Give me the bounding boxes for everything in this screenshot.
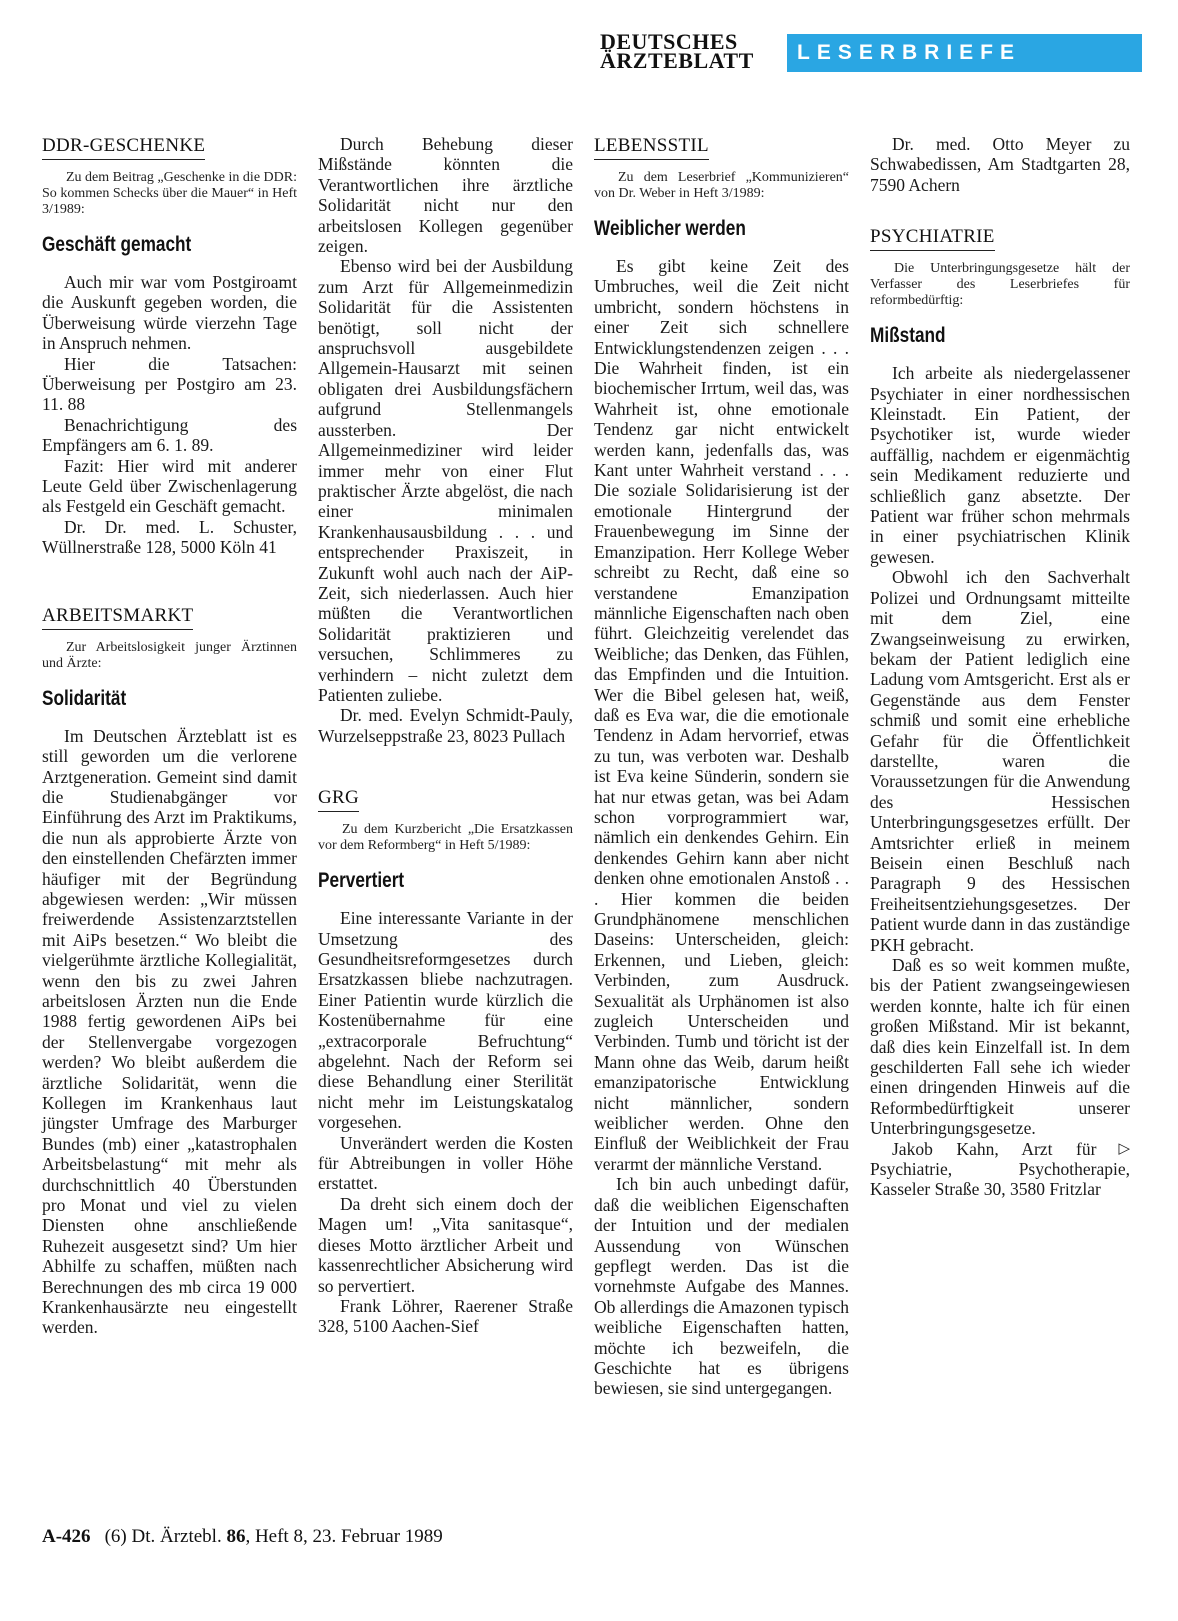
headline-lebensstil: Weiblicher werden	[594, 217, 746, 240]
paragraph: Im Deutschen Ärzteblatt ist es still geworden um die verlorene Arztgeneration. Gemeint sind damit die Studienabgänger vor Einführung des Arzt im Praktikums, die nun als approbierte Ärzte von den einstellenden Chefärzten immer häufiger mit der Begründung abgewiesen werden: „Wir müssen freiwerdende Assistenzarztstellen mit AiPs besetzen.“ Wo bleibt die vielgerühmte ärztliche Kollegialität, wenn den bis zu zwei Jahren arbeitslosen Ärzten nun die Ende 1988 fertig gewordenen AiPs bei der Stellenvergabe vorgezogen werden? Wo bleibt außerdem die ärztliche Solidarität, wenn die Kollegen im Krankenhaus laut jüngster Umfrage des Marburger Bundes (mb) einer „katastrophalen Arbeitsbelastung“ mit mehr als durchschnittlich 40 Überstunden pro Monat und viel zu vielen Diensten ohne anschließende Ruhezeit ausgesetzt sind? Um hier Abhilfe zu schaffen, müßten nach Berechnungen des mb circa 19 000 Krankenhausärzte neu eingestellt werden.	[42, 725, 297, 1338]
rubric-lebensstil: LEBENSSTIL	[594, 134, 709, 160]
paragraph: Auch mir war vom Postgiroamt die Auskunft gegeben worden, die Überweisung würde vierzehn Tage in Anspruch nehmen.	[42, 272, 297, 354]
paragraph: Benachrichtigung des Empfängers am 6. 1. 89.	[42, 414, 297, 456]
paragraph: Ich bin auch unbedingt dafür, daß die weiblichen Eigenschaften der Intuition und der medialen Aussendung von Wünschen gepflegt werden. Das ist die vornehmste Aufgabe des Mannes. Ob allerdings die Amazonen typisch weibliche Eigenschaften hatten, möchte ich bezweifeln, die Geschichte hat es übrigens bewiesen, sie sind untergegangen.	[594, 1174, 849, 1399]
signature-psychiatrie	[870, 1139, 1130, 1200]
paragraph: Hier die Tatsachen: Überweisung per Postgiro am 23. 11. 88	[42, 353, 297, 415]
column-2	[318, 134, 573, 1337]
headline-grg: Pervertiert	[318, 869, 405, 893]
paragraph: Daß es so weit kommen mußte, bis der Patient zwangseingewiesen werden konnte, halte ich für einen großen Mißstand. Mir ist bekannt, daß dies kein Einzelfall ist. In dem geschilderten Fall sehe ich wieder einen dringenden Hinweis auf die Reformbedürftigkeit unserer Unterbringungsgesetze.	[870, 955, 1130, 1139]
logo-line-2: ÄRZTEBLATT	[600, 48, 754, 73]
issue-suffix: , Heft 8, 23. Februar 1989	[245, 1526, 443, 1547]
headline-psychiatrie: Mißstand	[870, 324, 946, 348]
paragraph: Es gibt keine Zeit des Umbruches, weil die Zeit nicht umbricht, sondern höchstens in einer Zeit sich schnellere Entwicklungstendenzen zeigen . . . Die Wahrheit finden, ist ein biochemischer Irrtum, weil das, was Wahrheit ist, ohne emotionale Tendenz gar nicht entwickelt werden kann, jedenfalls das, was Kant unter Wahrheit verstand . . . Die soziale Solidarisierung ist der emotionale Hintergrund der Frauenbewegung im Sinne der Emanzipation. Herr Kollege Weber schreibt zu Recht, daß eine so verstandene Emanzipation männliche Eigenschaften nach oben führt. Gleichzeitig verelendet das Weibliche; das Denken, das Fühlen, das Empfinden und die Intuition. Wer die Bibel gelesen hat, weiß, daß es Eva war, die die emotionale Tendenz in Adam hervorrief, etwas zu tun, was verboten war. Deshalb ist Eva keine Sünderin, sondern sie hat nur etwas getan, was bei Adam schon vorprogrammiert war, nämlich ein denkendes Gehirn. Ein denkendes Gehirn kann aber nicht denken ohne emotionalen Anstoß . . . Hier kommen die beiden Grundphänomene menschlichen Daseins: Unterscheiden, gleich: Erkennen, und Lieben, gleich: Verbinden, zum Ausdruck. Sexualität als Urphänomen ist also zugleich Unterscheiden und Verbinden. Tumb und töricht ist der Mann ohne das Weib, darum heißt emanzipatorische Entwicklung nicht männlicher, sondern weiblicher werden. Ohne den Einfluß der Weiblichkeit der Frau verarmt der männliche Verstand.	[594, 256, 849, 1174]
signature-lebensstil: Dr. med. Otto Meyer zu Schwabedissen, Am Stadtgarten 28, 7590 Achern	[870, 134, 1130, 195]
column-3	[594, 134, 849, 1399]
paragraph: Fazit: Hier wird mit anderer Leute Geld über Zwischenlagerung als Festgeld ein Geschäft gemacht.	[42, 455, 297, 517]
headline-ddr: Geschäft gemacht	[42, 233, 192, 256]
headline-arbeitsmarkt: Solidarität	[42, 686, 127, 710]
column-1	[42, 134, 297, 1338]
paragraph: Da dreht sich einem doch der Magen um! „Vita sanitasque“, dieses Motto ärztlicher Arbeit und kassenrechtlicher Absicherung wird so pervertiert.	[318, 1193, 573, 1296]
page-footer	[42, 1525, 443, 1549]
paragraph: Ebenso wird bei der Ausbildung zum Arzt für Allgemeinmedizin Solidarität für die Assistenten benötigt, soll nicht der anspruchsvoll ausgebildete Allgemein-Hausarzt mit seinen obligaten drei Ausbildungsfächern aufgrund Stellenmangels aussterben. Der Allgemeinmediziner wird leider immer mehr von einer Flut praktischer Ärzte abgelöst, die nach einer minimalen Krankenhausausbildung . . . und entsprechender Praxiszeit, in Zukunft wohl auch nach der AiP-Zeit, sich niederlassen. Auch hier müßten die Verantwortlichen Solidarität praktizieren und versuchen, Schlimmeres zu verhindern – nicht zuletzt dem Patienten zuliebe.	[318, 256, 573, 705]
rubric-arbeitsmarkt: ARBEITSMARKT	[42, 604, 193, 630]
signature-ddr: Dr. Dr. med. L. Schuster, Wüllnerstraße 128, 5000 Köln 41	[42, 516, 297, 558]
volume-number: 86	[226, 1526, 246, 1547]
rubric-ddr: DDR-GESCHENKE	[42, 134, 205, 160]
intro-lebensstil: Zu dem Leserbrief „Kommunizieren“ von Dr. Weber in Heft 3/1989:	[594, 170, 849, 201]
continue-arrow-icon: ▷	[1118, 1140, 1130, 1157]
intro-ddr: Zu dem Beitrag „Geschenke in die DDR: So kommen Schecks über die Mauer“ in Heft 3/1989:	[42, 170, 297, 217]
paragraph: Unverändert werden die Kosten für Abtreibungen in voller Höhe erstattet.	[318, 1132, 573, 1194]
journal-logo	[600, 29, 780, 73]
signature-psychiatrie-text: Jakob Kahn, Arzt für Psychiatrie, Psychotherapie, Kasseler Straße 30, 3580 Fritzlar	[870, 1138, 1130, 1200]
page-number: A-426	[42, 1526, 91, 1547]
rubric-psychiatrie: PSYCHIATRIE	[870, 225, 995, 251]
intro-grg: Zu dem Kurzbericht „Die Ersatzkassen vor dem Reformberg“ in Heft 5/1989:	[318, 822, 573, 854]
intro-psychiatrie: Die Unterbringungsgesetze hält der Verfasser des Leserbriefes für reformbedürftig:	[870, 261, 1130, 309]
masthead	[600, 28, 1150, 74]
paragraph: Eine interessante Variante in der Umsetzung des Gesundheitsreformgesetzes durch Ersatzkassen bliebe nachzutragen. Einer Patientin wurde kürzlich die Kostenübernahme für eine „extracorporale Befruchtung“ abgelehnt. Nach der Reform sei diese Behandlung einer Sterilität nicht mehr im Leistungskatalog vorgesehen.	[318, 908, 573, 1133]
intro-arbeitsmarkt: Zur Arbeitslosigkeit junger Ärztinnen und Ärzte:	[42, 639, 297, 671]
paragraph: Obwohl ich den Sachverhalt Polizei und Ordnungsamt mitteilte mit dem Ziel, eine Zwangseinweisung zu erwirken, bekam der Patient lediglich eine Ladung vom Amtsgericht. Erst als er Gegenstände aus dem Fenster schmiß und somit eine erhebliche Gefahr für die Öffentlichkeit darstellte, waren die Voraussetzungen für die Anwendung des Hessischen Unterbringungsgesetzes erfüllt. Der Amtsrichter erließ in meinem Beisein einen Beschluß nach Paragraph 9 des Hessischen Freiheitsentziehungsgesetzes. Der Patient wurde dann in das zuständige PKH gebracht.	[870, 567, 1131, 955]
signature-arbeitsmarkt: Dr. med. Evelyn Schmidt-Pauly, Wurzelseppstraße 23, 8023 Pullach	[318, 705, 573, 746]
logo-line-1: DEUTSCHES	[600, 29, 738, 54]
rubric-grg: GRG	[318, 786, 359, 812]
signature-grg: Frank Löhrer, Raerener Straße 328, 5100 Aachen-Sief	[318, 1295, 573, 1337]
section-banner: LESERBRIEFE	[787, 34, 1142, 72]
column-4	[870, 134, 1130, 1200]
issue-prefix: (6) Dt. Ärztebl.	[104, 1526, 222, 1547]
paragraph: Durch Behebung dieser Mißstände könnten die Verantwortlichen ihre ärztliche Solidarität nicht nur den arbeitslosen Kollegen gegenüber zeigen.	[318, 134, 573, 257]
paragraph: Ich arbeite als niedergelassener Psychiater in einer nordhessischen Kleinstadt. Ein Patient, der Psychotiker ist, wurde wieder auffällig, nachdem er eigenmächtig sein Medikament reduzierte und schließlich ganz absetzte. Der Patient war früher schon mehrmals in einer psychiatrischen Klinik gewesen.	[870, 363, 1130, 567]
